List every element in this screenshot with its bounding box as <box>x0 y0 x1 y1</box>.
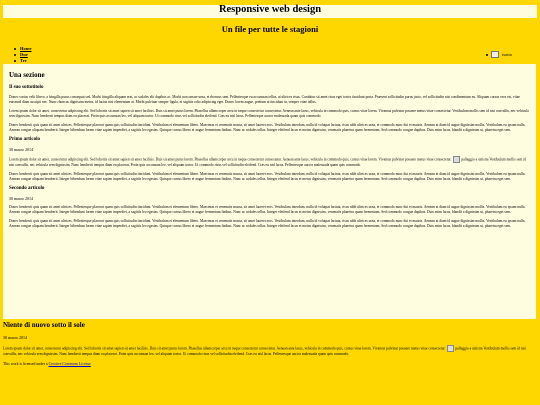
section-paragraph: Donec hendrerit quis quam sit amet ultrices. Pellentesque placerat quam quis sollicitudin tincidunt. Vestibulum et elementum libero. Maecenas et venenatis massa, sit amet laoreet eros. Vestibulum interdum, nulla id volutpat lacinia, risus nibh ultrices urna, et commodo nunc dui et mauris. Aenean at diam id augue dignissim mollis. Vestibulum eu ipsum nulla. Aenean congue aliquam hendrerit. Integer bibendum lorem vitae sapien imperdiet, a sagittis leo egestas. Quisque cursus libero et augue fermentum finibus. Nunc ac sodales tellus. Integer eleifend lacus et metus dignissim, venenatis pharetra quam fermentum. Sed commodo congue dapibus. Duis enim lacus, blandit a dignissim ut, pharetra eget sem. <box>9 123 526 132</box>
article-date: 30 marzo 2014 <box>9 147 33 152</box>
article-date: 30 marzo 2014 <box>9 196 33 201</box>
article-title: Primo articolo <box>9 137 40 142</box>
article-paragraph: Donec hendrerit quis quam sit amet ultrices. Pellentesque placerat quam quis sollicitudin tincidunt. Vestibulum et elementum libero. Maecenas et venenatis massa, sit amet laoreet eros. Vestibulum interdum, nulla id volutpat lacinia, risus nibh ultrices urna, et commodo nunc dui et mauris. Aenean at diam id augue dignissim mollis. Vestibulum eu ipsum nulla. Aenean congue aliquam hendrerit. Integer bibendum lorem vitae sapien imperdiet, a sagittis leo egestas. Quisque cursus libero et augue fermentum finibus. Nunc ac sodales tellus. Integer eleifend lacus et metus dignissim, venenatis pharetra quam fermentum. Sed commodo congue dapibus. Duis enim lacus, blandit a dignissim ut, pharetra eget sem. <box>9 219 526 228</box>
user-image-icon <box>491 51 499 58</box>
site-title: Responsive web design <box>218 4 322 15</box>
article-text: Vestibulum mollis sem id nisi convallis, nec vehicula sem dignissim. Nunc hendrerit tempus diam eu placerat. Proin quis accumsan leo, vel aliquam tortor. Ut commodo risus vel sollicitudin eleifend. Cras eu nisl lacus. Pellentesque auctor malesuada quam quis commodo. <box>9 157 526 167</box>
user-widget[interactable] <box>486 51 512 58</box>
user-widget-label: isotto <box>502 52 513 57</box>
image-alt-text: pallaggio a sinistra <box>461 157 489 162</box>
main-nav <box>14 46 74 63</box>
section-subtitle: Il suo sottotitolo <box>9 85 44 90</box>
main-panel <box>3 64 536 319</box>
license-note <box>3 362 537 366</box>
image-placeholder-icon <box>453 156 460 163</box>
article-text: Lorem ipsum dolor sit amet, consectetur adipiscing elit. Sed lobortis sit amet sapien sit amet facilisis. Duis sit amet purus lorem. Phasellus ullamcorper arcu in neque consectetur consectetur. Aenean ante lacus, vehicula in commodo quis, cursus vitae lorem. Vivamus pulvinar posuere metus vitae consectetur. <box>9 157 452 162</box>
article-paragraph: Donec hendrerit quis quam sit amet ultrices. Pellentesque placerat quam quis sollicitudin tincidunt. Vestibulum et elementum libero. Maecenas et venenatis massa, sit amet laoreet eros. Vestibulum interdum, nulla id volutpat lacinia, risus nibh ultrices urna, et commodo nunc dui et mauris. Aenean at diam id augue dignissim mollis. Vestibulum eu ipsum nulla. Aenean congue aliquam hendrerit. Integer bibendum lorem vitae sapien imperdiet, a sagittis leo egestas. Quisque cursus libero et augue fermentum finibus. Nunc ac sodales tellus. Integer eleifend lacus et metus dignissim, venenatis pharetra quam fermentum. Sed commodo congue dapibus. Duis enim lacus, blandit a dignissim ut, pharetra eget sem. <box>9 172 526 181</box>
article-paragraph: Donec hendrerit quis quam sit amet ultrices. Pellentesque placerat quam quis sollicitudin tincidunt. Vestibulum et elementum libero. Maecenas et venenatis massa, sit amet laoreet eros. Vestibulum interdum, nulla id volutpat lacinia, risus nibh ultrices urna, et commodo nunc dui et mauris. Aenean at diam id augue dignissim mollis. Vestibulum eu ipsum nulla. Aenean congue aliquam hendrerit. Integer bibendum lorem vitae sapien imperdiet, a sagittis leo egestas. Quisque cursus libero et augue fermentum finibus. Nunc ac sodales tellus. Integer eleifend lacus et metus dignissim, venenatis pharetra quam fermentum. Sed commodo congue dapibus. Duis enim lacus, blandit a dignissim ut, pharetra eget sem. <box>9 205 526 214</box>
section-paragraph: Donec varius velit libero, a fringilla purus consequat sed. Morbi fringilla aliquam erat, ac sodales elit dapibus ac. Morbi non ornare urna, et rhoncus sem. Pellentesque eu accumsan tellus, at ultrices risus. Curabitur sit amet risus eget tortor tincidunt porta. Praesent sollicitudin purus justo, vel sollicitudin nisi condimentum eu. Aliquam cursus eros est, vitae euismod diam suscipit nec. Nunc rhoncus dignissim metus, id luctus nisi elementum at. Morbi pulvinar semper ligula, et sagittis odio adipiscing eget. Donec lorem augue, pretium at tincidunt in, semper vitae tellus. <box>9 95 520 104</box>
license-link[interactable]: Creative Commons License <box>48 362 91 366</box>
bottom-text: Vestibulum mollis sem id nisi convallis, nec vehicula sem dignissim. Nunc hendrerit tempus diam eu placerat. Proin quis accumsan leo, vel aliquam tortor. Ut commodo risus vel sollicitudin eleifend. Cras eu nisl lacus. Pellentesque auctor malesuada quam quis commodo. <box>3 346 527 356</box>
image-placeholder-icon <box>447 345 454 352</box>
license-text: This work is licensed under a <box>3 362 48 366</box>
bottom-date: 30 marzo 2014 <box>3 335 27 340</box>
article-title: Secondo articolo <box>9 186 45 191</box>
nav-item-tre[interactable] <box>14 58 74 63</box>
bottom-title: Niente di nuovo sotto il sole <box>3 321 85 329</box>
nav-link-tre[interactable]: Tre <box>20 58 27 63</box>
section-paragraph: Lorem ipsum dolor sit amet, consectetur adipiscing elit. Sed lobortis sit amet sapien sit amet facilisis. Duis sit amet purus lorem. Phasellus ullamcorper arcu in neque consectetur consectetur. Aenean ante lacus, vehicula in commodo quis, cursus vitae lorem. Vivamus pulvinar posuere metus vitae consectetur. Vestibulum mollis sem id nisi convallis, nec vehicula sem dignissim. Nunc hendrerit tempus diam eu placerat. Proin quis accumsan leo, vel aliquam tortor. Ut commodo risus vel sollicitudin eleifend. Cras eu nisl lacus. Pellentesque auctor malesuada quam quis commodo. <box>9 109 529 118</box>
image-alt-text: pallaggio a sinistra <box>455 346 483 351</box>
bottom-section <box>3 321 537 366</box>
article-paragraph <box>9 156 530 168</box>
bullet-icon <box>486 54 488 56</box>
site-subtitle: Un file per tutte le stagioni <box>221 24 319 34</box>
nav-link-home[interactable]: Home <box>20 46 32 51</box>
bottom-paragraph <box>3 345 537 357</box>
section-title: Una sezione <box>9 71 45 79</box>
nav-link-due[interactable]: Due <box>20 52 28 57</box>
bottom-text: Lorem ipsum dolor sit amet, consectetur adipiscing elit. Sed lobortis sit amet sapien sit amet facilisis. Duis sit amet purus lorem. Phasellus ullamcorper arcu in neque consectetur consectetur. Aenean ante lacus, vehicula in commodo quis, cursus vitae lorem. Vivamus pulvinar posuere metus vitae consectetur. <box>3 346 446 351</box>
